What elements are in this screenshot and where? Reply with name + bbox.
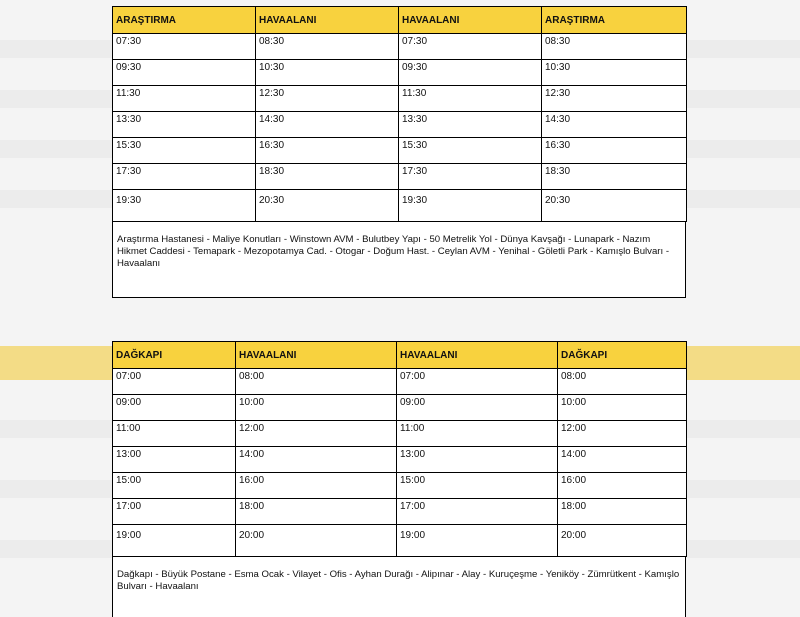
time-cell: 08:00 bbox=[236, 369, 397, 395]
time-cell: 17:00 bbox=[113, 499, 236, 525]
table-row bbox=[113, 421, 687, 447]
table-row bbox=[113, 86, 687, 112]
table-row bbox=[113, 112, 687, 138]
table-row bbox=[113, 138, 687, 164]
time-cell: 12:00 bbox=[236, 421, 397, 447]
table-header-row bbox=[113, 7, 687, 34]
time-cell: 20:30 bbox=[542, 190, 687, 222]
time-cell: 13:30 bbox=[399, 112, 542, 138]
time-cell: 11:30 bbox=[399, 86, 542, 112]
schedule-table-1 bbox=[112, 6, 687, 222]
table-row bbox=[113, 447, 687, 473]
time-cell: 17:30 bbox=[113, 164, 256, 190]
schedule-araştırma-havaalanı bbox=[112, 6, 686, 298]
time-cell: 09:00 bbox=[397, 395, 558, 421]
time-cell: 11:00 bbox=[397, 421, 558, 447]
time-cell: 14:00 bbox=[236, 447, 397, 473]
time-cell: 11:00 bbox=[113, 421, 236, 447]
time-cell: 14:30 bbox=[542, 112, 687, 138]
time-cell: 07:00 bbox=[113, 369, 236, 395]
time-cell: 17:00 bbox=[397, 499, 558, 525]
time-cell: 19:00 bbox=[397, 525, 558, 557]
time-cell: 10:00 bbox=[558, 395, 687, 421]
time-cell: 15:30 bbox=[399, 138, 542, 164]
time-cell: 18:30 bbox=[542, 164, 687, 190]
time-cell: 12:30 bbox=[256, 86, 399, 112]
route-description: Dağkapı - Büyük Postane - Esma Ocak - Vilayet - Ofis - Ayhan Durağı - Alipınar - Alay - Kuruçeşme - Yeniköy - Zümrütkent - Kamışlo Bulvarı - Havaalanı bbox=[112, 557, 686, 617]
time-cell: 13:00 bbox=[397, 447, 558, 473]
time-cell: 12:00 bbox=[558, 421, 687, 447]
time-cell: 20:00 bbox=[236, 525, 397, 557]
table-row bbox=[113, 395, 687, 421]
time-cell: 08:00 bbox=[558, 369, 687, 395]
time-cell: 18:30 bbox=[256, 164, 399, 190]
time-cell: 15:00 bbox=[397, 473, 558, 499]
time-cell: 18:00 bbox=[558, 499, 687, 525]
time-cell: 16:00 bbox=[236, 473, 397, 499]
time-cell: 10:30 bbox=[542, 60, 687, 86]
table-row bbox=[113, 34, 687, 60]
time-cell: 19:30 bbox=[399, 190, 542, 222]
column-header: HAVAALANI bbox=[397, 342, 558, 369]
time-cell: 16:30 bbox=[542, 138, 687, 164]
time-cell: 15:30 bbox=[113, 138, 256, 164]
column-header: HAVAALANI bbox=[399, 7, 542, 34]
time-cell: 19:00 bbox=[113, 525, 236, 557]
time-cell: 13:00 bbox=[113, 447, 236, 473]
time-cell: 10:00 bbox=[236, 395, 397, 421]
time-cell: 20:30 bbox=[256, 190, 399, 222]
column-header: ARAŞTIRMA bbox=[113, 7, 256, 34]
column-header: ARAŞTIRMA bbox=[542, 7, 687, 34]
column-header: HAVAALANI bbox=[256, 7, 399, 34]
time-cell: 10:30 bbox=[256, 60, 399, 86]
time-cell: 18:00 bbox=[236, 499, 397, 525]
schedule-dağkapı-havaalanı bbox=[112, 341, 686, 617]
table-header-row bbox=[113, 342, 687, 369]
time-cell: 15:00 bbox=[113, 473, 236, 499]
time-cell: 09:00 bbox=[113, 395, 236, 421]
time-cell: 09:30 bbox=[113, 60, 256, 86]
time-cell: 17:30 bbox=[399, 164, 542, 190]
time-cell: 19:30 bbox=[113, 190, 256, 222]
route-description: Araştırma Hastanesi - Maliye Konutları - Winstown AVM - Bulutbey Yapı - 50 Metrelik Yol - Dünya Kavşağı - Lunapark - Nazım Hikmet Caddesi - Temapark - Mezopotamya Cad. - Otogar - Doğum Hast. - Ceylan AVM - Yenihal - Göletli Park - Kamışlo Bulvarı - Havaalanı bbox=[112, 222, 686, 298]
time-cell: 11:30 bbox=[113, 86, 256, 112]
time-cell: 20:00 bbox=[558, 525, 687, 557]
time-cell: 07:30 bbox=[113, 34, 256, 60]
time-cell: 16:00 bbox=[558, 473, 687, 499]
table-row bbox=[113, 473, 687, 499]
time-cell: 09:30 bbox=[399, 60, 542, 86]
time-cell: 07:30 bbox=[399, 34, 542, 60]
column-header: DAĞKAPI bbox=[113, 342, 236, 369]
table-row bbox=[113, 499, 687, 525]
column-header: DAĞKAPI bbox=[558, 342, 687, 369]
table-row bbox=[113, 190, 687, 222]
time-cell: 14:00 bbox=[558, 447, 687, 473]
time-cell: 12:30 bbox=[542, 86, 687, 112]
table-row bbox=[113, 525, 687, 557]
table-row bbox=[113, 164, 687, 190]
table-row bbox=[113, 369, 687, 395]
time-cell: 08:30 bbox=[542, 34, 687, 60]
table-row bbox=[113, 60, 687, 86]
time-cell: 13:30 bbox=[113, 112, 256, 138]
time-cell: 07:00 bbox=[397, 369, 558, 395]
time-cell: 08:30 bbox=[256, 34, 399, 60]
column-header: HAVAALANI bbox=[236, 342, 397, 369]
time-cell: 14:30 bbox=[256, 112, 399, 138]
schedule-table-2 bbox=[112, 341, 687, 557]
time-cell: 16:30 bbox=[256, 138, 399, 164]
